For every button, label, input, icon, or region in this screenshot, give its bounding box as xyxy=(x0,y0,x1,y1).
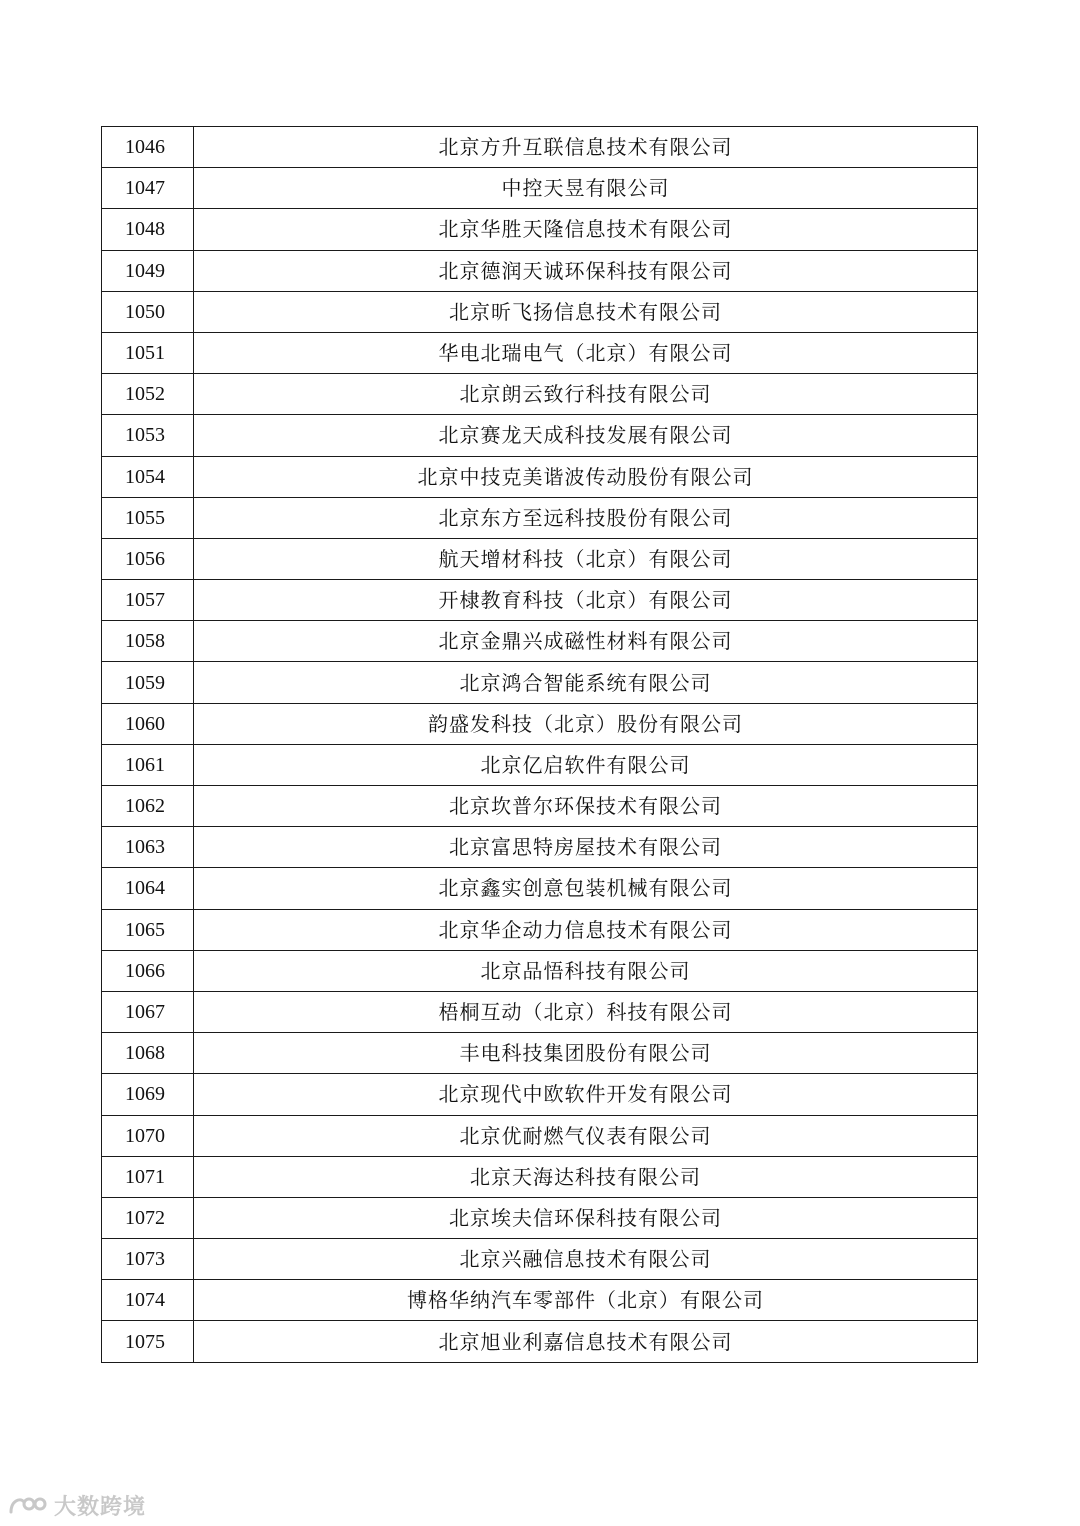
table-row xyxy=(102,991,978,1032)
brand-logo-icon xyxy=(8,1493,48,1517)
company-name: 北京优耐燃气仪表有限公司 xyxy=(194,1115,978,1156)
company-name: 北京天海达科技有限公司 xyxy=(194,1156,978,1197)
row-number: 1071 xyxy=(102,1156,194,1197)
company-name: 北京华胜天隆信息技术有限公司 xyxy=(194,209,978,250)
row-number: 1060 xyxy=(102,703,194,744)
company-name: 北京旭业利嘉信息技术有限公司 xyxy=(194,1321,978,1362)
row-number: 1074 xyxy=(102,1280,194,1321)
row-number: 1059 xyxy=(102,662,194,703)
row-number: 1061 xyxy=(102,744,194,785)
row-number: 1054 xyxy=(102,456,194,497)
company-name: 北京华企动力信息技术有限公司 xyxy=(194,909,978,950)
table-row xyxy=(102,1280,978,1321)
company-name: 北京埃夫信环保科技有限公司 xyxy=(194,1197,978,1238)
row-number: 1058 xyxy=(102,621,194,662)
table-row xyxy=(102,250,978,291)
company-name: 北京品悟科技有限公司 xyxy=(194,950,978,991)
table-row xyxy=(102,1156,978,1197)
row-number: 1057 xyxy=(102,580,194,621)
row-number: 1050 xyxy=(102,291,194,332)
company-name: 韵盛发科技（北京）股份有限公司 xyxy=(194,703,978,744)
company-name: 北京亿启软件有限公司 xyxy=(194,744,978,785)
row-number: 1062 xyxy=(102,786,194,827)
company-name: 北京昕飞扬信息技术有限公司 xyxy=(194,291,978,332)
row-number: 1069 xyxy=(102,1074,194,1115)
table-row xyxy=(102,1321,978,1362)
row-number: 1053 xyxy=(102,415,194,456)
watermark-text: 大数跨境 xyxy=(54,1494,147,1520)
table-row xyxy=(102,374,978,415)
table-body xyxy=(102,127,978,1363)
row-number: 1075 xyxy=(102,1321,194,1362)
table-row xyxy=(102,827,978,868)
row-number: 1052 xyxy=(102,374,194,415)
company-name: 航天增材科技（北京）有限公司 xyxy=(194,538,978,579)
table-row xyxy=(102,1074,978,1115)
table-row xyxy=(102,950,978,991)
row-number: 1068 xyxy=(102,1033,194,1074)
row-number: 1055 xyxy=(102,497,194,538)
table-row xyxy=(102,662,978,703)
row-number: 1048 xyxy=(102,209,194,250)
table-row xyxy=(102,168,978,209)
table-row xyxy=(102,456,978,497)
row-number: 1064 xyxy=(102,868,194,909)
company-name: 北京金鼎兴成磁性材料有限公司 xyxy=(194,621,978,662)
row-number: 1049 xyxy=(102,250,194,291)
table-row xyxy=(102,621,978,662)
company-name: 北京德润天诚环保科技有限公司 xyxy=(194,250,978,291)
table-row xyxy=(102,909,978,950)
row-number: 1056 xyxy=(102,538,194,579)
company-name: 北京中技克美谐波传动股份有限公司 xyxy=(194,456,978,497)
table-row xyxy=(102,209,978,250)
company-name: 中控天昱有限公司 xyxy=(194,168,978,209)
table-row xyxy=(102,538,978,579)
table-row xyxy=(102,786,978,827)
row-number: 1070 xyxy=(102,1115,194,1156)
row-number: 1051 xyxy=(102,332,194,373)
company-list-table xyxy=(101,126,978,1363)
company-name: 北京鑫实创意包装机械有限公司 xyxy=(194,868,978,909)
watermark xyxy=(8,1490,146,1520)
row-number: 1072 xyxy=(102,1197,194,1238)
row-number: 1047 xyxy=(102,168,194,209)
table-row xyxy=(102,1115,978,1156)
company-name: 北京东方至远科技股份有限公司 xyxy=(194,497,978,538)
company-name: 北京坎普尔环保技术有限公司 xyxy=(194,786,978,827)
company-name: 北京方升互联信息技术有限公司 xyxy=(194,127,978,168)
company-name: 北京兴融信息技术有限公司 xyxy=(194,1239,978,1280)
row-number: 1046 xyxy=(102,127,194,168)
table-row xyxy=(102,1197,978,1238)
table-row xyxy=(102,1239,978,1280)
table-row xyxy=(102,1033,978,1074)
company-name: 开棣教育科技（北京）有限公司 xyxy=(194,580,978,621)
row-number: 1073 xyxy=(102,1239,194,1280)
company-name: 北京现代中欧软件开发有限公司 xyxy=(194,1074,978,1115)
company-name: 华电北瑞电气（北京）有限公司 xyxy=(194,332,978,373)
company-name: 梧桐互动（北京）科技有限公司 xyxy=(194,991,978,1032)
company-name: 北京朗云致行科技有限公司 xyxy=(194,374,978,415)
table-row xyxy=(102,127,978,168)
table-row xyxy=(102,332,978,373)
table-row xyxy=(102,868,978,909)
row-number: 1063 xyxy=(102,827,194,868)
company-name: 北京富思特房屋技术有限公司 xyxy=(194,827,978,868)
company-name: 北京赛龙天成科技发展有限公司 xyxy=(194,415,978,456)
table-row xyxy=(102,291,978,332)
row-number: 1067 xyxy=(102,991,194,1032)
company-name: 北京鸿合智能系统有限公司 xyxy=(194,662,978,703)
company-name: 丰电科技集团股份有限公司 xyxy=(194,1033,978,1074)
table-row xyxy=(102,744,978,785)
company-name: 博格华纳汽车零部件（北京）有限公司 xyxy=(194,1280,978,1321)
table-row xyxy=(102,415,978,456)
table-row xyxy=(102,703,978,744)
table-row xyxy=(102,497,978,538)
row-number: 1066 xyxy=(102,950,194,991)
row-number: 1065 xyxy=(102,909,194,950)
table-row xyxy=(102,580,978,621)
